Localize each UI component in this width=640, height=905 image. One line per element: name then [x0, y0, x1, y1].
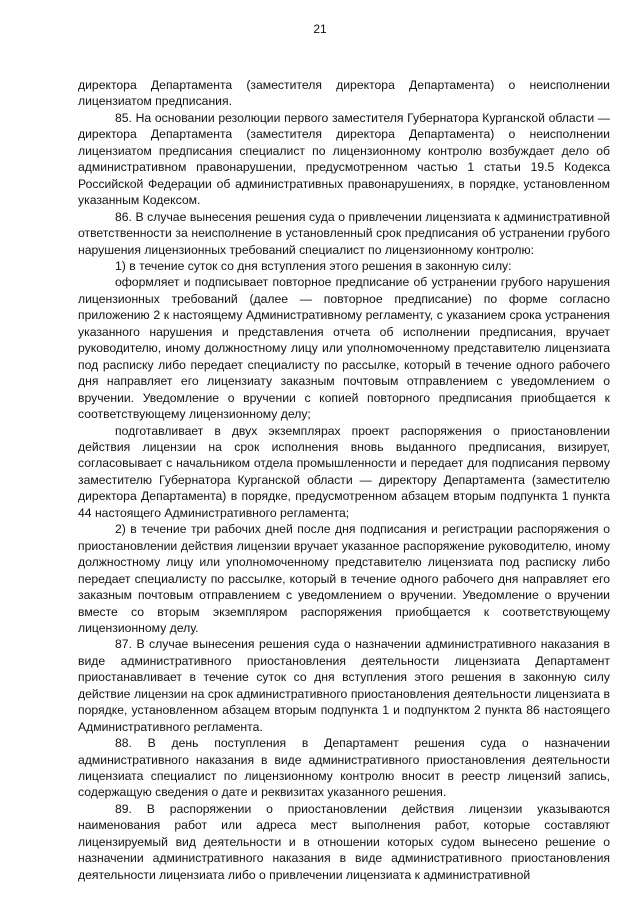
paragraph-88: 88. В день поступления в Департамент решения суда о назначении административного наказания в виде административного приостановления деятельности лицензиата специалист по лицензионному контролю вносит в реестр лицензий запись, содержащую сведения о дате и реквизитах указанного решения.	[78, 736, 610, 800]
paragraph-87: 87. В случае вынесения решения суда о назначении административного наказания в виде административного приостановления деятельности лицензиата Департамент приостанавливает в течение суток со дня вступления этого решения в законную силу действие лицензии на срок административного приостановления деятельности лицензиата в порядке, установленном абзацем вторым подпункта 1 и подпунктом 2 пункта 86 настоящего Административного регламента.	[78, 637, 610, 734]
document-body	[78, 77, 610, 883]
paragraph-86-draft-order: подготавливает в двух экземплярах проект распоряжения о приостановлении действия лицензии на срок исполнения вновь выданного предписания, визирует, согласовывает с начальником отдела промышленности и передает для подписания первому заместителю Губернатора Курганской области — директору Департамента (заместителю директора Департамента) в порядке, предусмотренном абзацем вторым подпункта 1 пункта 44 настоящего Административного регламента;	[78, 423, 610, 520]
paragraph-86-repeat-order: оформляет и подписывает повторное предписание об устранении грубого нарушения лицензионных требований (далее — повторное предписание) по форме согласно приложению 2 к настоящему Административному регламенту, с указанием срока устранения указанного нарушения и представления отчета об исполнении предписания, вручает руководителю, иному должностному лицу или уполномоченному представителю лицензиата под расписку либо передает специалисту по рассылке, который в течение одного рабочего дня направляет его лицензиату заказным почтовым отправлением с уведомлением о вручении. Уведомление о вручении с копией повторного предписания приобщается к соответствующему лицензионному делу;	[78, 275, 610, 422]
paragraph-86-subitem-1: 1) в течение суток со дня вступления этого решения в законную силу:	[115, 258, 512, 273]
paragraph-86-subitem-2: 2) в течение три рабочих дней после дня подписания и регистрации распоряжения о приостановлении действия лицензии вручает указанное распоряжение руководителю, иному должностному лицу или уполномоченному представителю лицензиата под расписку либо передает специалисту по рассылке, который в течение одного рабочего дня направляет его заказным почтовым отправлением с уведомлением о вручении. Уведомление о вручении вместе со вторым экземпляром распоряжения приобщается к соответствующему лицензионному делу.	[78, 522, 610, 635]
paragraph-continuation: директора Департамента (заместителя директора Департамента) о неисполнении лицензиатом предписания.	[78, 78, 610, 109]
paragraph-86: 86. В случае вынесения решения суда о привлечении лицензиата к административной ответственности за неисполнение в установленный срок предписания об устранении грубого нарушения лицензионных требований специалист по лицензионному контролю:	[78, 209, 610, 257]
paragraph-89: 89. В распоряжении о приостановлении действия лицензии указываются наименования работ или адреса мест выполнения работ, которые составляют лицензируемый вид деятельности и в отношении которых судом вынесено решение о назначении административного наказания в виде административного приостановления деятельности лицензиата либо о привлечении лицензиата к административной	[78, 801, 610, 882]
paragraph-85: 85. На основании резолюции первого заместителя Губернатора Курганской области — директора Департамента (заместителя директора Департамента) о неисполнении лицензиатом предписания специалист по лицензионному контролю возбуждает дело об административном правонарушении, предусмотренном частью 1 статьи 19.5 Кодекса Российской Федерации об административных правонарушениях, в порядке, установленном указанным Кодексом.	[78, 110, 610, 208]
page-number: 21	[313, 22, 327, 36]
